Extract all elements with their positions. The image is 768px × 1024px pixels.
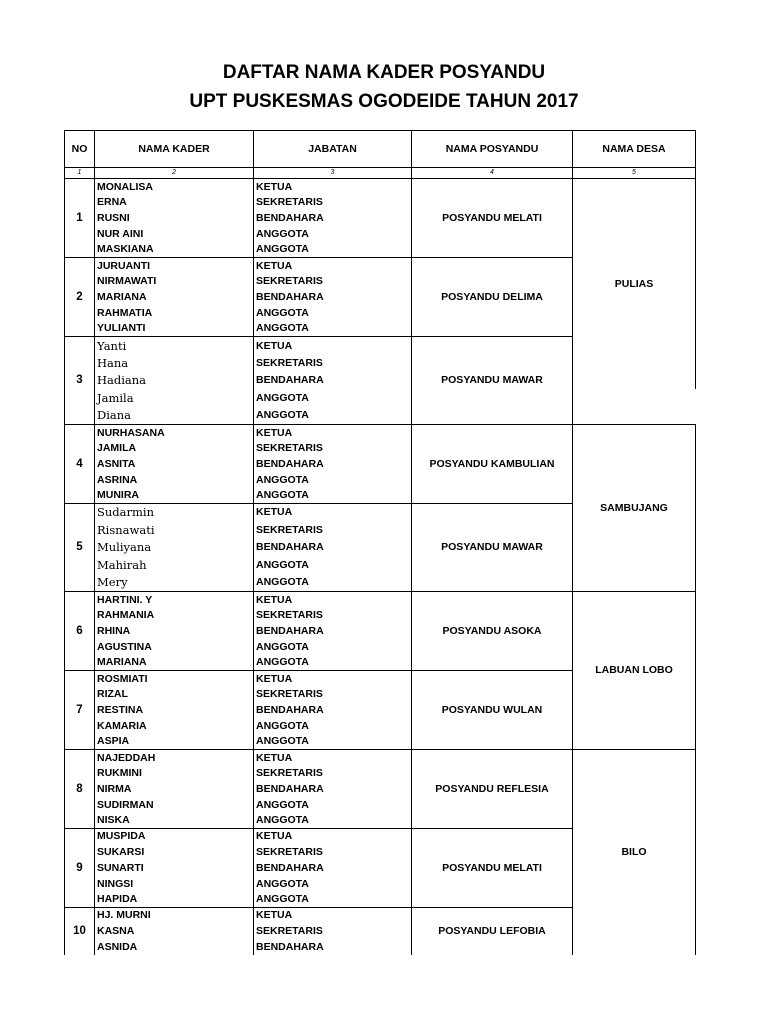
row-number: 9 [65, 828, 95, 907]
kader-name: MASKIANA [95, 242, 254, 258]
kader-name: NIRMAWATI [95, 273, 254, 289]
jabatan: SEKRETARIS [254, 923, 412, 939]
kader-name: RAHMANIA [95, 607, 254, 623]
jabatan: ANGGOTA [254, 472, 412, 488]
row-number: 1 [65, 179, 95, 258]
row-number: 7 [65, 670, 95, 749]
kader-name: ASPIA [95, 734, 254, 750]
jabatan: ANGGOTA [254, 556, 412, 574]
jabatan: ANGGOTA [254, 389, 412, 407]
row-number: 3 [65, 336, 95, 424]
kader-name: Yanti [95, 336, 254, 354]
posyandu-name: POSYANDU ASOKA [412, 591, 573, 670]
jabatan: ANGGOTA [254, 797, 412, 813]
jabatan: SEKRETARIS [254, 686, 412, 702]
jabatan: ANGGOTA [254, 876, 412, 892]
table-row [65, 424, 696, 440]
jabatan: SEKRETARIS [254, 194, 412, 210]
kader-name: Hana [95, 354, 254, 372]
jabatan: BENDAHARA [254, 210, 412, 226]
kader-name: Risnawati [95, 521, 254, 539]
row-number: 5 [65, 503, 95, 591]
jabatan: BENDAHARA [254, 289, 412, 305]
jabatan: ANGGOTA [254, 242, 412, 258]
column-number-row [65, 168, 696, 179]
kader-name: RUSNI [95, 210, 254, 226]
desa-name: BILO [573, 749, 696, 954]
jabatan: KETUA [254, 670, 412, 686]
jabatan: SEKRETARIS [254, 521, 412, 539]
posyandu-name: POSYANDU LEFOBIA [412, 907, 573, 954]
kader-name: MARIANA [95, 655, 254, 671]
jabatan: ANGGOTA [254, 407, 412, 425]
jabatan: BENDAHARA [254, 781, 412, 797]
posyandu-name: POSYANDU MAWAR [412, 503, 573, 591]
jabatan: BENDAHARA [254, 372, 412, 390]
row-number: 10 [65, 907, 95, 954]
table-row [65, 179, 696, 195]
jabatan: ANGGOTA [254, 892, 412, 908]
jabatan: ANGGOTA [254, 734, 412, 750]
document-subtitle: UPT PUSKESMAS OGODEIDE TAHUN 2017 [189, 91, 579, 112]
kader-table [64, 130, 696, 955]
table-body [65, 179, 696, 955]
column-number: 4 [412, 168, 573, 179]
kader-name: KASNA [95, 923, 254, 939]
kader-name: Hadiana [95, 372, 254, 390]
jabatan: KETUA [254, 749, 412, 765]
kader-name: HJ. MURNI [95, 907, 254, 923]
kader-name: RIZAL [95, 686, 254, 702]
jabatan: BENDAHARA [254, 539, 412, 557]
jabatan: ANGGOTA [254, 488, 412, 504]
kader-name: MARIANA [95, 289, 254, 305]
kader-name: SUDIRMAN [95, 797, 254, 813]
kader-name: MUSPIDA [95, 828, 254, 844]
posyandu-name: POSYANDU MELATI [412, 828, 573, 907]
kader-name: AGUSTINA [95, 639, 254, 655]
kader-name: HAPIDA [95, 892, 254, 908]
jabatan: ANGGOTA [254, 655, 412, 671]
jabatan: KETUA [254, 424, 412, 440]
kader-name: RAHMATIA [95, 305, 254, 321]
kader-name: MUNIRA [95, 488, 254, 504]
posyandu-name: POSYANDU KAMBULIAN [412, 424, 573, 503]
jabatan: SEKRETARIS [254, 844, 412, 860]
header-nama-desa: NAMA DESA [573, 131, 696, 168]
row-number: 2 [65, 257, 95, 336]
kader-name: ASRINA [95, 472, 254, 488]
posyandu-name: POSYANDU MELATI [412, 179, 573, 258]
jabatan: KETUA [254, 828, 412, 844]
table-row [65, 591, 696, 607]
kader-name: NINGSI [95, 876, 254, 892]
kader-name: Mahirah [95, 556, 254, 574]
kader-name: HARTINI. Y [95, 591, 254, 607]
jabatan: ANGGOTA [254, 574, 412, 592]
kader-name: RUKMINI [95, 765, 254, 781]
posyandu-name: POSYANDU WULAN [412, 670, 573, 749]
kader-name: Jamila [95, 389, 254, 407]
column-number: 5 [573, 168, 696, 179]
kader-name: RHINA [95, 623, 254, 639]
posyandu-name: POSYANDU MAWAR [412, 336, 573, 424]
jabatan: SEKRETARIS [254, 440, 412, 456]
jabatan: ANGGOTA [254, 813, 412, 829]
header-no: NO [65, 131, 95, 168]
jabatan: ANGGOTA [254, 321, 412, 337]
posyandu-name: POSYANDU REFLESIA [412, 749, 573, 828]
header-jabatan: JABATAN [254, 131, 412, 168]
kader-name: ERNA [95, 194, 254, 210]
jabatan: KETUA [254, 179, 412, 195]
jabatan: SEKRETARIS [254, 354, 412, 372]
jabatan: SEKRETARIS [254, 765, 412, 781]
jabatan: ANGGOTA [254, 226, 412, 242]
header-nama-posyandu: NAMA POSYANDU [412, 131, 573, 168]
jabatan: KETUA [254, 336, 412, 354]
kader-name: SUKARSI [95, 844, 254, 860]
document-title: DAFTAR NAMA KADER POSYANDU [222, 62, 546, 83]
jabatan: SEKRETARIS [254, 607, 412, 623]
jabatan: BENDAHARA [254, 456, 412, 472]
table-row [65, 407, 696, 425]
posyandu-name: POSYANDU DELIMA [412, 257, 573, 336]
column-number: 1 [65, 168, 95, 179]
table-row [65, 389, 696, 407]
row-number: 8 [65, 749, 95, 828]
desa-name: PULIAS [573, 179, 696, 390]
table-row [65, 749, 696, 765]
kader-name: JAMILA [95, 440, 254, 456]
jabatan: KETUA [254, 503, 412, 521]
jabatan: SEKRETARIS [254, 273, 412, 289]
jabatan: BENDAHARA [254, 939, 412, 955]
header-row [65, 131, 696, 168]
row-number: 6 [65, 591, 95, 670]
jabatan: ANGGOTA [254, 718, 412, 734]
row-number: 4 [65, 424, 95, 503]
kader-name: Mery [95, 574, 254, 592]
jabatan: BENDAHARA [254, 702, 412, 718]
kader-name: NISKA [95, 813, 254, 829]
jabatan: KETUA [254, 907, 412, 923]
kader-name: MONALISA [95, 179, 254, 195]
jabatan: KETUA [254, 257, 412, 273]
kader-name: NURHASANA [95, 424, 254, 440]
kader-name: Muliyana [95, 539, 254, 557]
kader-name: RESTINA [95, 702, 254, 718]
jabatan: ANGGOTA [254, 305, 412, 321]
column-number: 3 [254, 168, 412, 179]
column-number: 2 [95, 168, 254, 179]
kader-name: Sudarmin [95, 503, 254, 521]
desa-name: LABUAN LOBO [573, 591, 696, 749]
jabatan: ANGGOTA [254, 639, 412, 655]
header-nama-kader: NAMA KADER [95, 131, 254, 168]
kader-name: ASNITA [95, 456, 254, 472]
kader-name: Diana [95, 407, 254, 425]
kader-name: ROSMIATI [95, 670, 254, 686]
kader-name: NUR AINI [95, 226, 254, 242]
jabatan: BENDAHARA [254, 623, 412, 639]
jabatan: KETUA [254, 591, 412, 607]
kader-name: JURUANTI [95, 257, 254, 273]
kader-name: ASNIDA [95, 939, 254, 955]
desa-name: SAMBUJANG [573, 424, 696, 591]
kader-name: KAMARIA [95, 718, 254, 734]
kader-name: YULIANTI [95, 321, 254, 337]
kader-name: NIRMA [95, 781, 254, 797]
kader-name: NAJEDDAH [95, 749, 254, 765]
jabatan: BENDAHARA [254, 860, 412, 876]
kader-name: SUNARTI [95, 860, 254, 876]
